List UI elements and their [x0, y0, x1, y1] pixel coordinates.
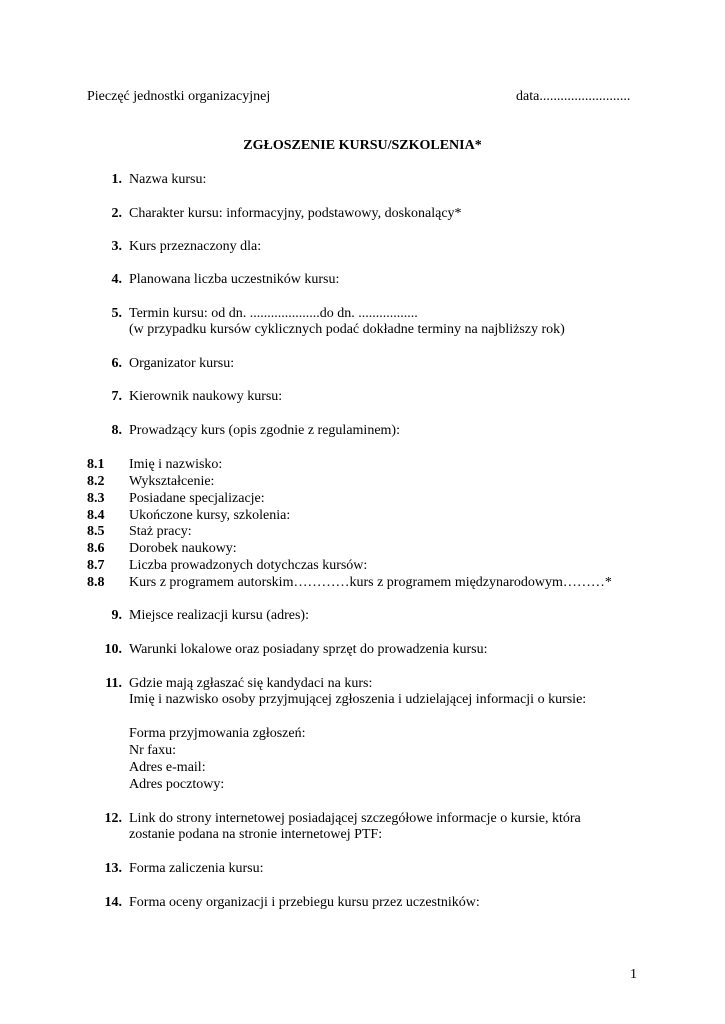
item-text: Miejsce realizacji kursu (adres): [129, 608, 309, 623]
item-text: Prowadzący kurs (opis zgodnie z regulaminem): [129, 423, 400, 438]
subitem-number: 8.1 [87, 457, 105, 472]
item-text-continued: zostanie podana na stronie internetowej PTF: [129, 827, 383, 842]
item-text: Planowana liczba uczestników kursu: [129, 272, 340, 287]
item-number: 5. [111, 306, 122, 321]
subitem-number: 8.4 [87, 508, 105, 523]
subitem-text: Liczba prowadzonych dotychczas kursów: [129, 558, 368, 573]
date-label: data.......................... [516, 89, 631, 104]
item-number: 13. [104, 861, 122, 876]
item-text: Nazwa kursu: [129, 172, 207, 187]
item-text: Kierownik naukowy kursu: [129, 389, 283, 404]
subitem-text: Wykształcenie: [129, 474, 215, 489]
postal-address-line: Adres pocztowy: [129, 777, 225, 792]
subitem-text: Staż pracy: [129, 524, 192, 539]
item-number: 3. [111, 239, 122, 254]
stamp-label: Pieczęć jednostki organizacyjnej [87, 89, 271, 104]
item-text: Kurs przeznaczony dla: [129, 239, 262, 254]
item-number: 14. [104, 895, 122, 910]
subitem-text: Imię i nazwisko: [129, 457, 223, 472]
subitem-number: 8.7 [87, 558, 105, 573]
subitem-number: 8.8 [87, 575, 105, 590]
item-number: 11. [105, 676, 122, 691]
subitem-number: 8.6 [87, 541, 105, 556]
item-number: 8. [111, 423, 122, 438]
email-line: Adres e-mail: [129, 760, 206, 775]
item-text: Warunki lokalowe oraz posiadany sprzęt do prowadzenia kursu: [129, 642, 488, 657]
item-text: Charakter kursu: informacyjny, podstawowy, doskonalący* [129, 206, 462, 221]
item-number: 12. [104, 811, 122, 826]
subitem-number: 8.3 [87, 491, 105, 506]
item-text: Forma oceny organizacji i przebiegu kursu przez uczestników: [129, 895, 480, 910]
item-text: Link do strony internetowej posiadającej szczegółowe informacje o kursie, która [129, 811, 581, 826]
subitem-number: 8.2 [87, 474, 105, 489]
contact-person-line: Imię i nazwisko osoby przyjmującej zgłoszenia i udzielającej informacji o kursie: [129, 692, 587, 707]
item-text: Forma zaliczenia kursu: [129, 861, 264, 876]
item-text: Gdzie mają zgłaszać się kandydaci na kurs: [129, 676, 373, 691]
subitem-text: Ukończone kursy, szkolenia: [129, 508, 291, 523]
item-text: Organizator kursu: [129, 356, 235, 371]
item-number: 7. [111, 389, 122, 404]
fax-line: Nr faxu: [129, 743, 177, 758]
subitem-number: 8.5 [87, 524, 105, 539]
document-title: ZGŁOSZENIE KURSU/SZKOLENIA* [243, 138, 482, 153]
application-form-line: Forma przyjmowania zgłoszeń: [129, 726, 306, 741]
item-number: 9. [111, 608, 122, 623]
item-note: (w przypadku kursów cyklicznych podać dokładne terminy na najbliższy rok) [129, 322, 565, 337]
item-number: 4. [111, 272, 122, 287]
item-number: 10. [104, 642, 122, 657]
subitem-text: Posiadane specjalizacje: [129, 491, 265, 506]
item-number: 2. [111, 206, 122, 221]
subitem-text: Kurs z programem autorskim…………kurs z programem międzynarodowym………* [129, 575, 612, 590]
page-number: 1 [630, 967, 637, 982]
subitem-text: Dorobek naukowy: [129, 541, 237, 556]
item-number: 6. [111, 356, 122, 371]
item-text: Termin kursu: od dn. ....................do dn. ................. [129, 306, 418, 321]
item-number: 1. [111, 172, 122, 187]
